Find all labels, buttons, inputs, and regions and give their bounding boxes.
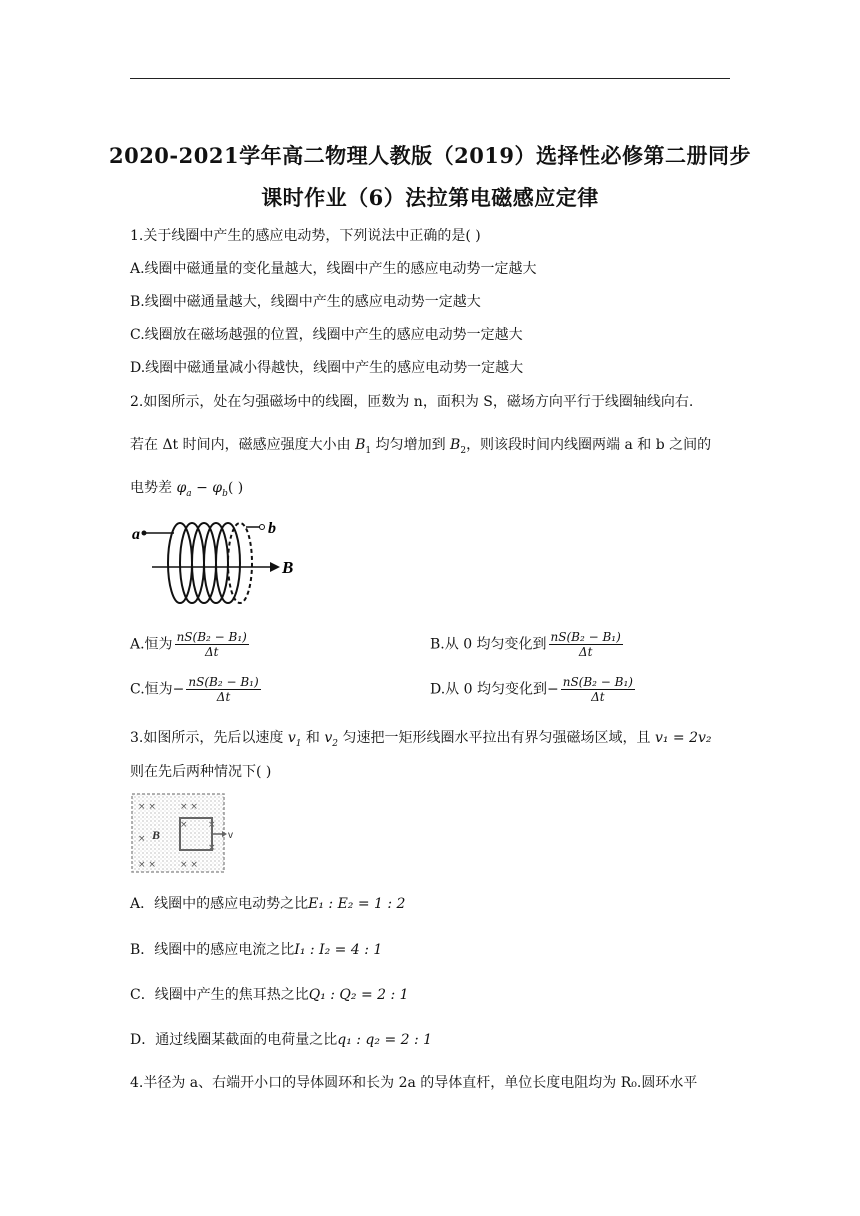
fraction-numerator: nS(B₂ − B₁) xyxy=(188,675,259,689)
q2-option-a xyxy=(130,630,251,659)
q2-stem-line-2: 若在 Δt 时间内，磁感应强度大小由 $B_1$ 均匀增加到 $B_2$，则该段时间内线圈两端 a 和 b 之间的 xyxy=(130,437,712,456)
header-rule xyxy=(130,78,730,79)
potential-difference-expr: $\varphi_a - \varphi_b$ xyxy=(176,480,228,499)
q1-stem: 1.关于线圈中产生的感应电动势，下列说法中正确的是( ) xyxy=(130,228,481,244)
q2-option-d xyxy=(430,675,637,704)
q3-option-c xyxy=(130,985,409,1005)
q2-c-prefix: C.恒为− xyxy=(130,681,185,698)
fraction-denominator: Δt xyxy=(216,690,231,704)
svg-text:× ×: × × xyxy=(138,860,156,870)
q3-d-ratio: q₁ : q₂ = 2 : 1 xyxy=(337,1032,433,1048)
page-title-line-2: 课时作业（6）法拉第电磁感应定律 xyxy=(261,185,599,210)
q2-line2-pre: 若在 Δt 时间内，磁感应强度大小由 xyxy=(130,437,356,453)
coil-label-field: B xyxy=(282,558,294,577)
q3-b-ratio: I₁ : I₂ = 4 : 1 xyxy=(294,942,383,958)
q3-c-ratio: Q₁ : Q₂ = 2 : 1 xyxy=(308,987,409,1003)
q3-option-a xyxy=(130,894,405,914)
svg-text:×: × xyxy=(138,834,146,844)
q2-b-prefix: B.从 0 均匀变化到 xyxy=(430,636,547,653)
coil-label-b: b xyxy=(268,520,276,537)
q2-d-prefix: D.从 0 均匀变化到− xyxy=(430,681,559,698)
q3-a-ratio: E₁ : E₂ = 1 : 2 xyxy=(308,896,406,912)
q2-line2-mid: 均匀增加到 xyxy=(371,437,451,453)
fraction-denominator: Δt xyxy=(591,690,605,704)
q3-line1-mid: 和 xyxy=(301,730,325,746)
q2-a-prefix: A.恒为 xyxy=(130,636,173,653)
field-label-b: B xyxy=(152,828,161,842)
q3-b-text: B．线圈中的感应电流之比 xyxy=(130,942,295,958)
q2-line3-pre: 电势差 xyxy=(130,480,177,496)
q4-stem-line-1: 4.半径为 a、右端开小口的导体圆环和长为 2a 的导体直杆，单位长度电阻均为 R₀.圆环水平 xyxy=(130,1075,698,1091)
q2-stem-line-3 xyxy=(130,478,243,504)
q3-stem-line-2: 则在先后两种情况下( ) xyxy=(130,764,272,780)
fraction-denominator: Δt xyxy=(578,645,593,659)
fraction-numerator: nS(B₂ − B₁) xyxy=(176,630,247,644)
q1-option-b: B.线圈中磁通量越大，线圈中产生的感应电动势一定越大 xyxy=(130,294,481,310)
q3-line1-pre: 3.如图所示，先后以速度 xyxy=(130,730,288,746)
q2-option-b xyxy=(430,630,625,659)
fraction-denominator: Δt xyxy=(204,645,219,659)
field-region-figure xyxy=(130,792,235,876)
svg-text:×: × xyxy=(180,820,188,830)
q2-d-fraction xyxy=(561,675,635,704)
q1-option-d: D.线圈中磁通量减小得越快，线圈中产生的感应电动势一定越大 xyxy=(130,360,524,376)
q3-stem-line-1 xyxy=(130,728,712,754)
q2-c-fraction xyxy=(186,675,260,704)
svg-text:× ×: × × xyxy=(180,802,198,812)
svg-text:×: × xyxy=(208,843,216,853)
velocity-label-v: v xyxy=(228,830,233,841)
svg-text:× ×: × × xyxy=(180,860,198,870)
coil-figure xyxy=(130,515,300,615)
q3-option-b xyxy=(130,940,382,960)
q3-c-text: C．线圈中产生的焦耳热之比 xyxy=(130,987,309,1003)
q3-line1-post: 匀速把一矩形线圈水平拉出有界匀强磁场区域，且 xyxy=(338,730,655,746)
v1-symbol: $v_1$ xyxy=(287,730,302,749)
svg-text:×: × xyxy=(208,820,216,830)
fraction-numerator: nS(B₂ − B₁) xyxy=(562,675,633,689)
v2-symbol: $v_2$ xyxy=(324,730,339,749)
q1-option-a: A.线圈中磁通量的变化量越大，线圈中产生的感应电动势一定越大 xyxy=(130,261,537,277)
svg-text:× ×: × × xyxy=(138,802,156,812)
q3-d-text: D．通过线圈某截面的电荷量之比 xyxy=(130,1032,338,1048)
b1-symbol: B xyxy=(355,437,366,453)
q3-a-text: A．线圈中的感应电动势之比 xyxy=(130,896,309,912)
q1-option-c: C.线圈放在磁场越强的位置，线圈中产生的感应电动势一定越大 xyxy=(130,327,523,343)
coil-label-a: a xyxy=(132,526,140,543)
q3-option-d xyxy=(130,1030,432,1050)
q2-line3-post: ( ) xyxy=(227,480,244,496)
q2-a-fraction xyxy=(175,630,249,659)
fraction-numerator: nS(B₂ − B₁) xyxy=(550,630,621,644)
q2-option-c xyxy=(130,675,263,704)
page-title-line-1: 2020-2021学年高二物理人教版（2019）选择性必修第二册同步 xyxy=(108,143,752,168)
q2-b-fraction xyxy=(549,630,623,659)
q2-line2-post: ，则该段时间内线圈两端 a 和 b 之间的 xyxy=(466,437,712,453)
b2-symbol: B xyxy=(450,437,461,453)
velocity-condition: v₁ = 2v₂ xyxy=(654,730,712,746)
q2-stem-line-1: 2.如图所示，处在匀强磁场中的线圈，匝数为 n，面积为 S，磁场方向平行于线圈轴线向右. xyxy=(130,394,694,410)
